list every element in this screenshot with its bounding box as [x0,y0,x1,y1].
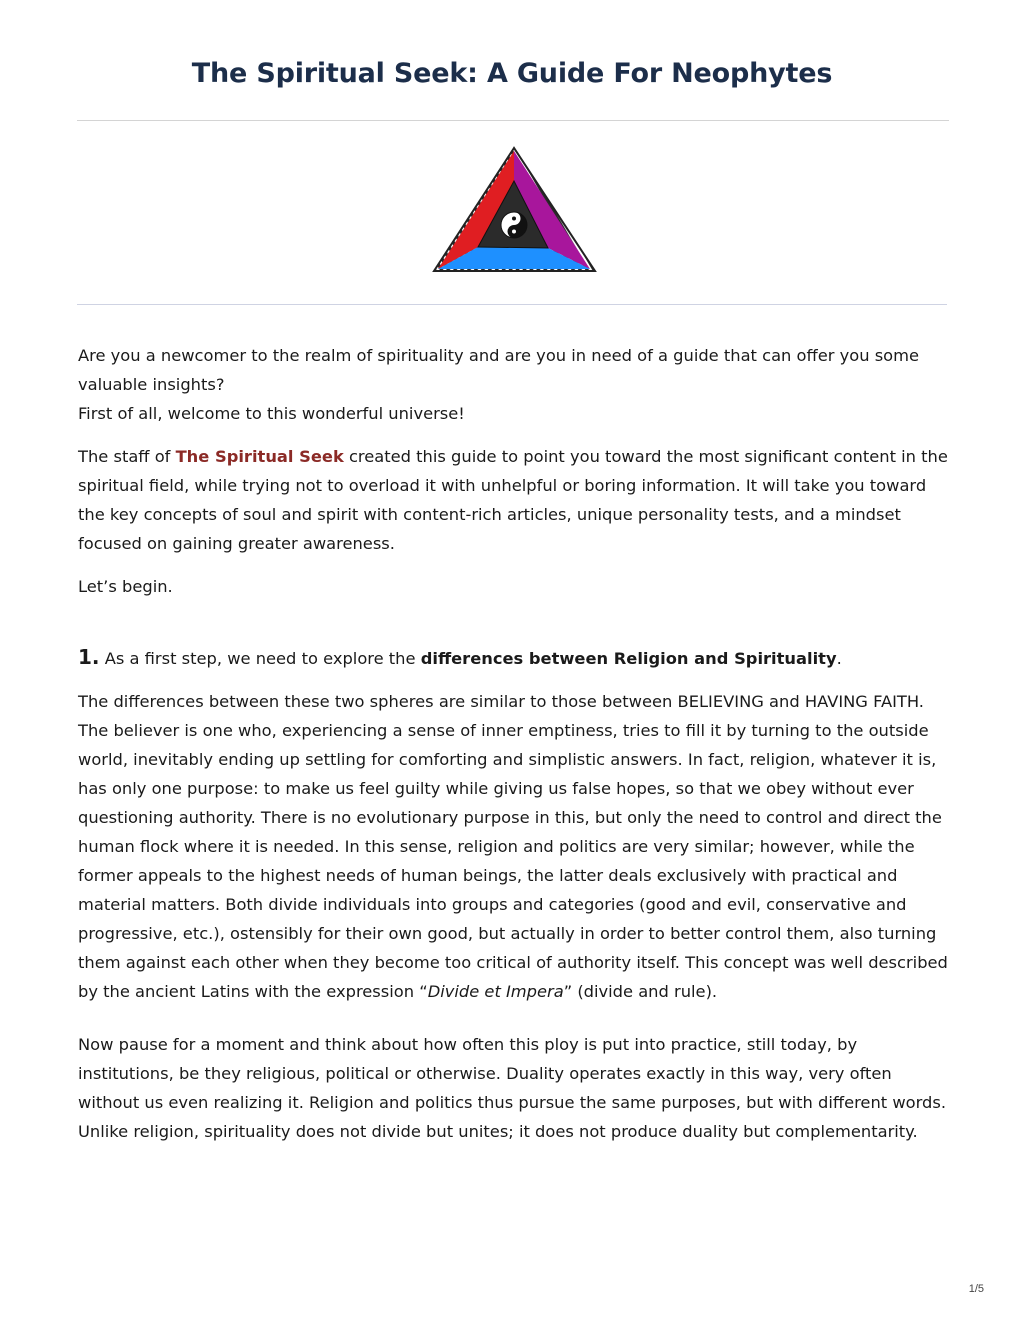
article-body [78,341,948,1160]
intro-paragraph-2 [78,442,948,558]
brand-link[interactable]: The Spiritual Seek [175,447,344,466]
intro-welcome: First of all, welcome to this wonderful universe! [78,404,465,423]
page-number: 1/5 [968,1283,984,1295]
logo-divider [77,304,947,305]
intro-paragraph-1 [78,341,948,428]
paragraph-text: The differences between these two spheres are similar to those between BELIEVING and HAVING FAITH. The believer is one who, experiencing a sense of inner emptiness, tries to fill it by turning to the outside world, inevitably ending up settling for comforting and simplistic answers. In fact, religion, whatever it is, has only one purpose: to make us feel guilty while giving us false hopes, so that we obey without ever questioning authority. There is no evolutionary purpose in this, but only the need to control and direct the human flock where it is needed. In this sense, religion and politics are very similar; however, while the former appeals to the highest needs of human beings, the latter deals exclusively with practical and material matters. Both divide individuals into groups and categories (good and evil, conservative and progressive, etc.), ostensibly for their own good, but actually in order to better control them, also turning them against each other when they become too critical of authority itself. This concept was well described by the ancient Latins with the expression “ [78,692,948,1001]
section-lead-end: . [836,649,842,668]
intro-text: The staff of [78,447,176,466]
section-lead-bold: differences between Religion and Spirituality [420,649,837,668]
intro-question: Are you a newcomer to the realm of spirituality and are you in need of a guide that can offer you some valuable insights? [78,346,920,394]
intro-text: created this guide to point you toward the most significant content in the spiritual field, while trying not to overload it with unhelpful or boring information. It will take you toward the key concepts of soul and spirit with content-rich articles, unique personality tests, and a mindset focused on gaining greater awareness. [78,447,948,553]
intro-paragraph-3: Let’s begin. [78,577,173,596]
page-title: The Spiritual Seek: A Guide For Neophytes [191,58,833,89]
paragraph-text: ” (divide and rule). [563,982,718,1001]
latin-phrase: Divide et Impera [427,982,564,1001]
title-divider [77,120,949,121]
triangle-yin-yang-icon [430,145,598,275]
section-1-paragraph-1 [78,687,948,1006]
section-1-lead [78,643,948,673]
section-1-paragraph-2: Now pause for a moment and think about how often this ploy is put into practice, still today, by institutions, be they religious, political or otherwise. Duality operates exactly in this way, very often without us even realizing it. Religion and politics thus pursue the same purposes, but with different words. Unlike religion, spirituality does not divide but unites; it does not produce duality but complementarity. [78,1035,947,1141]
section-number: 1. [78,645,100,669]
section-lead-text: As a first step, we need to explore the [99,649,421,668]
